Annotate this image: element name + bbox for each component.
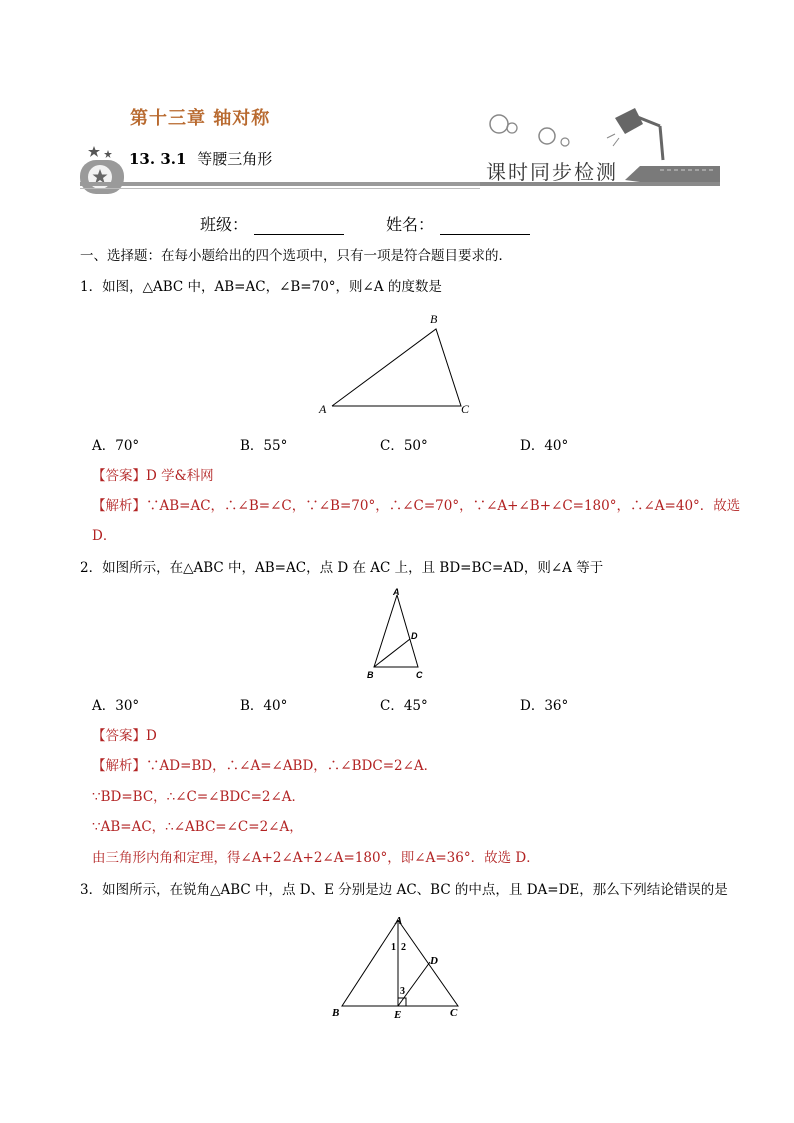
q2-label-b: B (367, 670, 374, 680)
q2-option-d: D．36° (520, 698, 569, 714)
class-label: 班级： (200, 215, 249, 234)
q1-answer-value: D 学&科网 (146, 468, 214, 484)
lamp-icon (485, 104, 685, 164)
q2-answer (92, 726, 157, 746)
q2-label-a: A (393, 587, 400, 597)
q1-option-d: D．40° (520, 438, 569, 454)
q2-stem: 2．如图所示，在△ABC 中，AB=AC，点 D 在 AC 上，且 BD=BC=AD，则∠A 等于 (80, 560, 604, 576)
q2-option-c: C．45° (380, 698, 428, 714)
q2-analysis-line2: ∵BD=BC，∴∠C=∠BDC=2∠A． (92, 789, 306, 805)
name-label: 姓名： (386, 215, 435, 234)
q1-analysis-tag: 【解析】 (92, 498, 146, 514)
section-heading: 一、选择题：在每小题给出的四个选项中，只有一项是符合题目要求的． (80, 248, 512, 264)
chapter-title: 第十三章 轴对称 (130, 108, 271, 129)
q3-angle-1: 1 (391, 942, 396, 953)
q3-label-a: A (395, 915, 403, 927)
class-name-row (200, 212, 530, 235)
class-blank[interactable] (254, 218, 344, 235)
name-blank[interactable] (440, 218, 530, 235)
section-title (129, 148, 272, 169)
section-name: 等腰三角形 (197, 150, 273, 168)
q2-answer-value: D (146, 728, 157, 744)
q2-option-b: B．40° (240, 698, 288, 714)
q1-triangle-figure (316, 310, 476, 420)
q2-analysis-line1: ∵AD=BD，∴∠A=∠ABD，∴∠BDC=2∠A． (146, 758, 438, 774)
q2-analysis (92, 756, 437, 776)
q1-label-a: A (319, 402, 327, 416)
q1-analysis-line2: D． (92, 528, 117, 544)
q3-triangle-figure (328, 910, 468, 1022)
q1-label-b: B (430, 312, 438, 326)
q1-label-c: C (461, 402, 470, 416)
q3-label-e: E (394, 1009, 402, 1021)
q3-label-c: C (450, 1007, 458, 1019)
q1-stem: 1．如图，△ABC 中，AB=AC，∠B=70°，则∠A 的度数是 (80, 279, 442, 295)
q2-analysis-line4: 由三角形内角和定理，得∠A+2∠A+2∠A=180°，即∠A=36°．故选 D． (92, 850, 540, 866)
q3-angle-3: 3 (400, 986, 405, 997)
q3-stem: 3．如图所示，在锐角△ABC 中，点 D、E 分别是边 AC、BC 的中点，且 DA=DE，那么下列结论错误的是 (80, 882, 728, 898)
section-number: 13. 3.1 (129, 150, 187, 168)
q2-label-c: C (416, 670, 423, 680)
q3-label-b: B (332, 1007, 340, 1019)
q3-angle-2: 2 (401, 942, 406, 953)
q2-option-a: A．30° (92, 698, 140, 714)
q3-label-d: D (430, 955, 438, 967)
q2-analysis-line3: ∵AB=AC，∴∠ABC=∠C=2∠A， (92, 819, 303, 835)
q1-analysis-line1: ∵AB=AC，∴∠B=∠C，∵∠B=70°，∴∠C=70°，∵∠A+∠B+∠C=180°，∴∠A=40°．故选 (146, 498, 741, 514)
q1-analysis (92, 496, 740, 516)
q2-analysis-tag: 【解析】 (92, 758, 146, 774)
q1-option-c: C．50° (380, 438, 428, 454)
q2-label-d: D (411, 631, 418, 641)
q1-answer (92, 466, 214, 486)
q1-option-a: A．70° (92, 438, 140, 454)
q1-option-b: B．55° (240, 438, 288, 454)
q2-answer-tag: 【答案】 (92, 728, 146, 744)
banner-text: 课时同步检测 (486, 160, 618, 184)
q2-triangle-figure (362, 585, 432, 685)
q1-answer-tag: 【答案】 (92, 468, 146, 484)
